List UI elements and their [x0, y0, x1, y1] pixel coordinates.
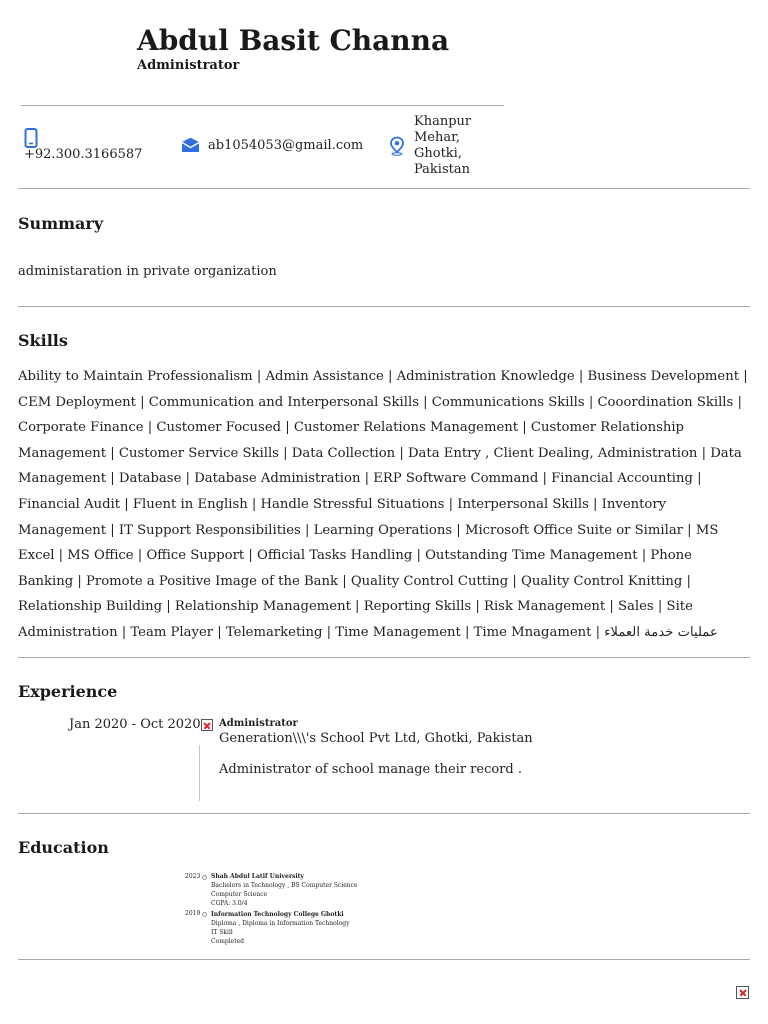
- timeline-dot-icon: [202, 875, 207, 880]
- contact-divider: [18, 188, 750, 189]
- skills-heading: Skills: [18, 331, 68, 350]
- education-school: Shah Abdul Latif University: [211, 873, 304, 880]
- location-icon: [389, 136, 405, 156]
- education-degree: Diploma , Diploma in Information Technology: [211, 920, 350, 927]
- education-year: 2023: [185, 873, 201, 880]
- education-result: CGPA: 3.0/4: [211, 900, 248, 907]
- experience-divider: [18, 813, 750, 814]
- experience-company: Generation\\\'s School Pvt Ltd, Ghotki, Pakistan: [219, 731, 533, 746]
- education-divider: [18, 959, 750, 960]
- experience-description: Administrator of school manage their record .: [219, 762, 522, 777]
- timeline-line: [199, 745, 200, 801]
- address-line: Khanpur: [414, 114, 472, 129]
- phone-number[interactable]: +92.300.3166587: [24, 147, 143, 162]
- experience-dates: Jan 2020 - Oct 2020: [69, 717, 201, 732]
- experience-heading: Experience: [18, 682, 118, 701]
- education-heading: Education: [18, 838, 109, 857]
- candidate-name: Abdul Basit Channa: [137, 24, 450, 57]
- education-field: IT Skill: [211, 929, 233, 936]
- address-line: Ghotki,: [414, 146, 462, 161]
- address: [414, 114, 471, 178]
- education-result: Completed: [211, 938, 245, 945]
- summary-text: administaration in private organization: [18, 264, 277, 279]
- summary-heading: Summary: [18, 214, 104, 233]
- experience-position: Administrator: [219, 718, 298, 729]
- address-line: Pakistan: [414, 162, 470, 177]
- phone-icon: [24, 128, 38, 148]
- broken-image-icon: [736, 986, 749, 999]
- education-degree: Bachelors in Technology , BS Computer Science: [211, 882, 358, 889]
- header-divider: [21, 105, 504, 106]
- timeline-marker-icon: [201, 719, 213, 731]
- skills-list: Ability to Maintain Professionalism | Admin Assistance | Administration Knowledge | Business Development | CEM Deployment | Communication and Interpersonal Skills | Communications Skills | Cooordination Skills | Corporate Finance | Customer Focused | Customer Relations Management | Customer Relationship Management | Customer Service Skills | Data Collection | Data Entry , Client Dealing, Administration | Data Management | Database | Database Administration | ERP Software Command | Financial Accounting | Financial Audit | Fluent in English | Handle Stressful Situations | Interpersonal Skills | Inventory Management | IT Support Responsibilities | Learning Operations | Microsoft Office Suite or Similar | MS Excel | MS Office | Office Support | Official Tasks Handling | Outstanding Time Management | Phone Banking | Promote a Positive Image of the Bank | Quality Control Cutting | Quality Control Knitting | Relationship Building | Relationship Management | Reporting Skills | Risk Management | Sales | Site Administration | Team Player | Telemarketing | Time Management | Time Mnagament | عمليات خدمة العملاء: [18, 369, 748, 640]
- education-school: Information Technology College Ghotki: [211, 911, 344, 918]
- email-address[interactable]: ab1054053@gmail.com: [208, 138, 364, 153]
- education-entry: [211, 910, 350, 946]
- address-line: Mehar,: [414, 130, 461, 145]
- education-entry: [211, 872, 358, 908]
- timeline-dot-icon: [202, 912, 207, 917]
- candidate-role: Administrator: [137, 58, 240, 73]
- email-icon: [181, 137, 200, 153]
- education-year: 2019: [185, 910, 201, 917]
- education-field: Computer Science: [211, 891, 268, 898]
- summary-divider: [18, 306, 750, 307]
- skills-divider: [18, 657, 750, 658]
